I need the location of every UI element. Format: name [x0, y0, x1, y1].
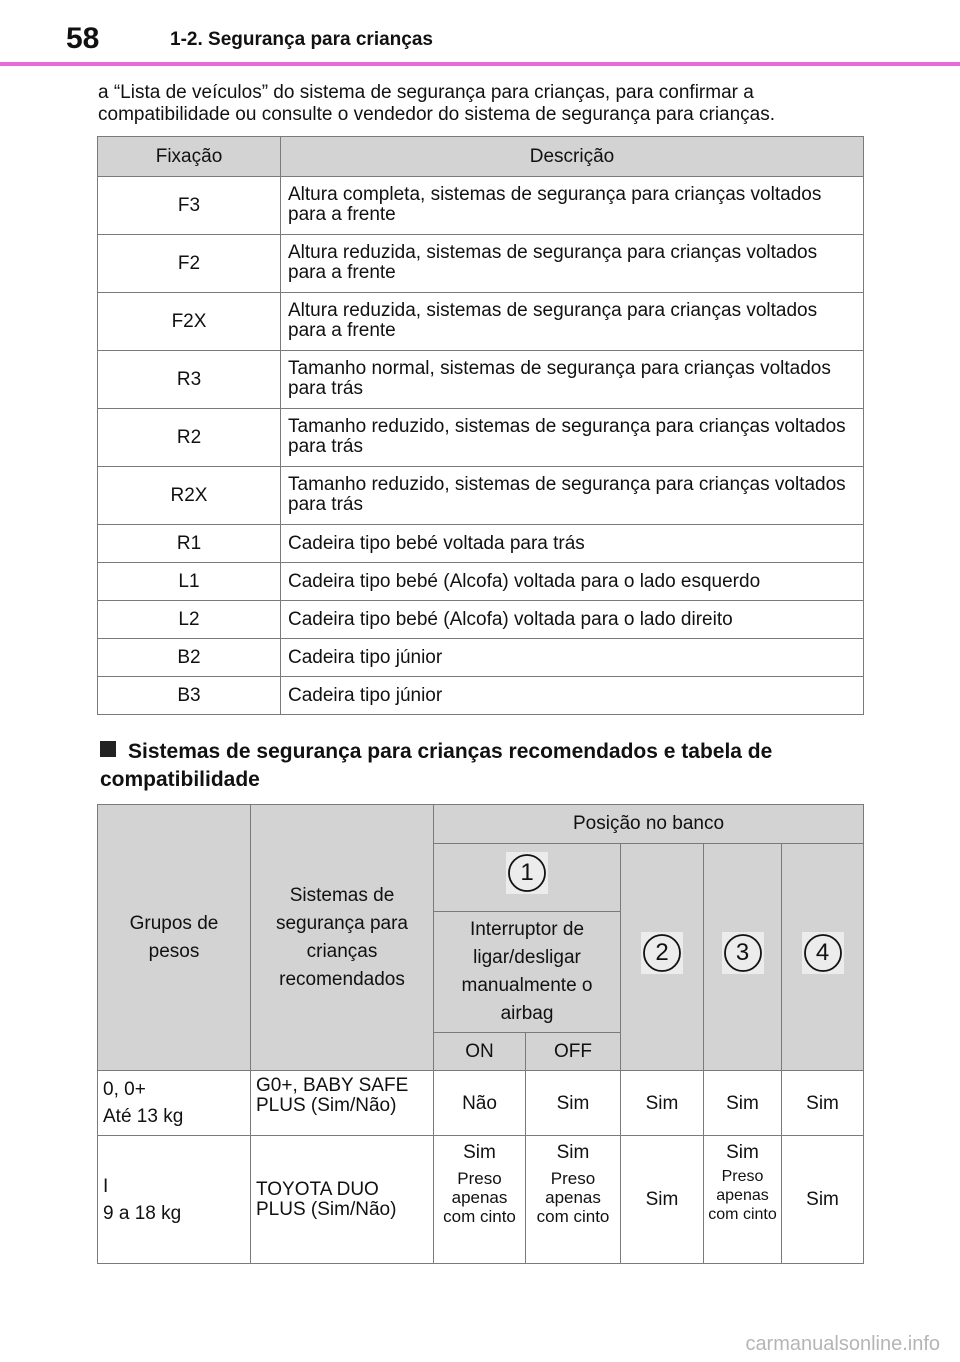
table-row — [98, 677, 864, 715]
table-row — [98, 177, 864, 235]
seat-2-value: Sim — [621, 1071, 704, 1136]
seat-number: 1 — [520, 859, 534, 886]
fixation-code: R3 — [98, 351, 281, 409]
seat-4-value: Sim — [782, 1071, 864, 1136]
seat-1-off-value: Sim — [526, 1071, 621, 1136]
fixation-code: F2X — [98, 293, 281, 351]
section-subheading — [100, 738, 860, 794]
table-row — [98, 525, 864, 563]
seat-3-value: Sim — [726, 1142, 759, 1163]
seat-3-cell — [704, 844, 782, 1071]
seat-4-cell — [782, 844, 864, 1071]
table-row — [98, 601, 864, 639]
fixation-code: F3 — [98, 177, 281, 235]
fixation-table — [97, 136, 864, 715]
weight-group: I — [103, 1175, 109, 1197]
fixation-desc: Tamanho reduzido, sistemas de segurança para crianças voltados para trás — [281, 409, 864, 467]
fixation-code: L2 — [98, 601, 281, 639]
seat-number-badge — [802, 932, 844, 974]
fixation-desc: Cadeira tipo júnior — [281, 677, 864, 715]
page-header — [0, 0, 960, 66]
fixation-desc: Cadeira tipo bebé (Alcofa) voltada para o lado esquerdo — [281, 563, 864, 601]
fixation-header-desc: Descrição — [281, 137, 864, 177]
seat-1-off-value: Sim — [556, 1142, 590, 1163]
seat-number-badge — [506, 852, 548, 894]
fixation-code: R2 — [98, 409, 281, 467]
fixation-code: R2X — [98, 467, 281, 525]
weight-group: 0, 0+ — [103, 1079, 146, 1100]
seat-1-on-note: Preso apenas com cinto — [443, 1169, 516, 1226]
seat-3-note: Preso apenas com cinto — [708, 1168, 777, 1223]
fixation-desc: Altura reduzida, sistemas de segurança para crianças voltados para a frente — [281, 235, 864, 293]
fixation-header-row — [98, 137, 864, 177]
seat-1-off-note: Preso apenas com cinto — [536, 1169, 610, 1226]
fixation-desc: Cadeira tipo júnior — [281, 639, 864, 677]
header-seat-position: Posição no banco — [434, 805, 864, 844]
weight-range: Até 13 kg — [103, 1106, 184, 1127]
seat-1-off-cell — [526, 1136, 621, 1264]
seat-1-on-value: Não — [434, 1071, 526, 1136]
table-row — [98, 409, 864, 467]
header-weight-groups: Grupos de pesos — [98, 805, 251, 1071]
recommended-system: TOYOTA DUO PLUS (Sim/Não) — [251, 1136, 434, 1264]
seat-1-cell — [434, 844, 621, 912]
seat-4-value: Sim — [782, 1136, 864, 1264]
table-row — [98, 639, 864, 677]
seat-2-value: Sim — [621, 1136, 704, 1264]
seat-3-value: Sim — [704, 1071, 782, 1136]
fixation-desc: Tamanho reduzido, sistemas de segurança para crianças voltados para trás — [281, 467, 864, 525]
compat-header-row — [98, 805, 864, 844]
fixation-code: L1 — [98, 563, 281, 601]
fixation-desc: Altura completa, sistemas de segurança para crianças voltados para a frente — [281, 177, 864, 235]
seat-number-badge — [641, 932, 683, 974]
fixation-code: R1 — [98, 525, 281, 563]
header-recommended-systems: Sistemas de segurança para crianças recomendados — [251, 805, 434, 1071]
recommended-system: G0+, BABY SAFE PLUS (Sim/Não) — [251, 1071, 434, 1136]
page-number: 58 — [66, 22, 100, 55]
table-row — [98, 467, 864, 525]
table-row — [98, 563, 864, 601]
table-row — [98, 293, 864, 351]
table-row — [98, 351, 864, 409]
header-divider — [0, 62, 960, 66]
fixation-desc: Altura reduzida, sistemas de segurança para crianças voltados para a frente — [281, 293, 864, 351]
subheading-text: Sistemas de segurança para crianças recomendados e tabela de compatibilidade — [100, 740, 773, 791]
table-row — [98, 1136, 864, 1264]
table-row — [98, 1071, 864, 1136]
fixation-desc: Cadeira tipo bebé (Alcofa) voltada para o lado direito — [281, 601, 864, 639]
seat-number: 2 — [655, 938, 669, 966]
square-bullet-icon — [100, 741, 116, 757]
section-title: 1-2. Segurança para crianças — [170, 29, 433, 50]
header-airbag-switch: Interruptor de ligar/desligar manualmente o airbag — [434, 912, 621, 1033]
compatibility-table — [97, 804, 864, 1264]
seat-2-cell — [621, 844, 704, 1071]
weight-range: 9 a 18 kg — [103, 1202, 182, 1224]
fixation-header-code: Fixação — [98, 137, 281, 177]
table-row — [98, 235, 864, 293]
fixation-code: F2 — [98, 235, 281, 293]
seat-1-on-cell — [434, 1136, 526, 1264]
footer-watermark: carmanualsonline.info — [745, 1333, 940, 1355]
fixation-code: B3 — [98, 677, 281, 715]
seat-number: 3 — [735, 938, 750, 966]
weight-group-cell — [98, 1136, 251, 1264]
fixation-desc: Cadeira tipo bebé voltada para trás — [281, 525, 864, 563]
seat-1-on-value: Sim — [463, 1142, 496, 1163]
fixation-desc: Tamanho normal, sistemas de segurança para crianças voltados para trás — [281, 351, 864, 409]
seat-number-badge — [722, 932, 764, 974]
header-airbag-on: ON — [434, 1033, 526, 1071]
header-airbag-off: OFF — [526, 1033, 621, 1071]
seat-3-cell — [704, 1136, 782, 1264]
intro-paragraph: a “Lista de veículos” do sistema de segurança para crianças, para confirmar a compatibilidade ou consulte o vendedor do sistema de segurança para crianças. — [98, 82, 776, 125]
seat-number: 4 — [815, 938, 830, 966]
weight-group-cell — [98, 1071, 251, 1136]
fixation-code: B2 — [98, 639, 281, 677]
